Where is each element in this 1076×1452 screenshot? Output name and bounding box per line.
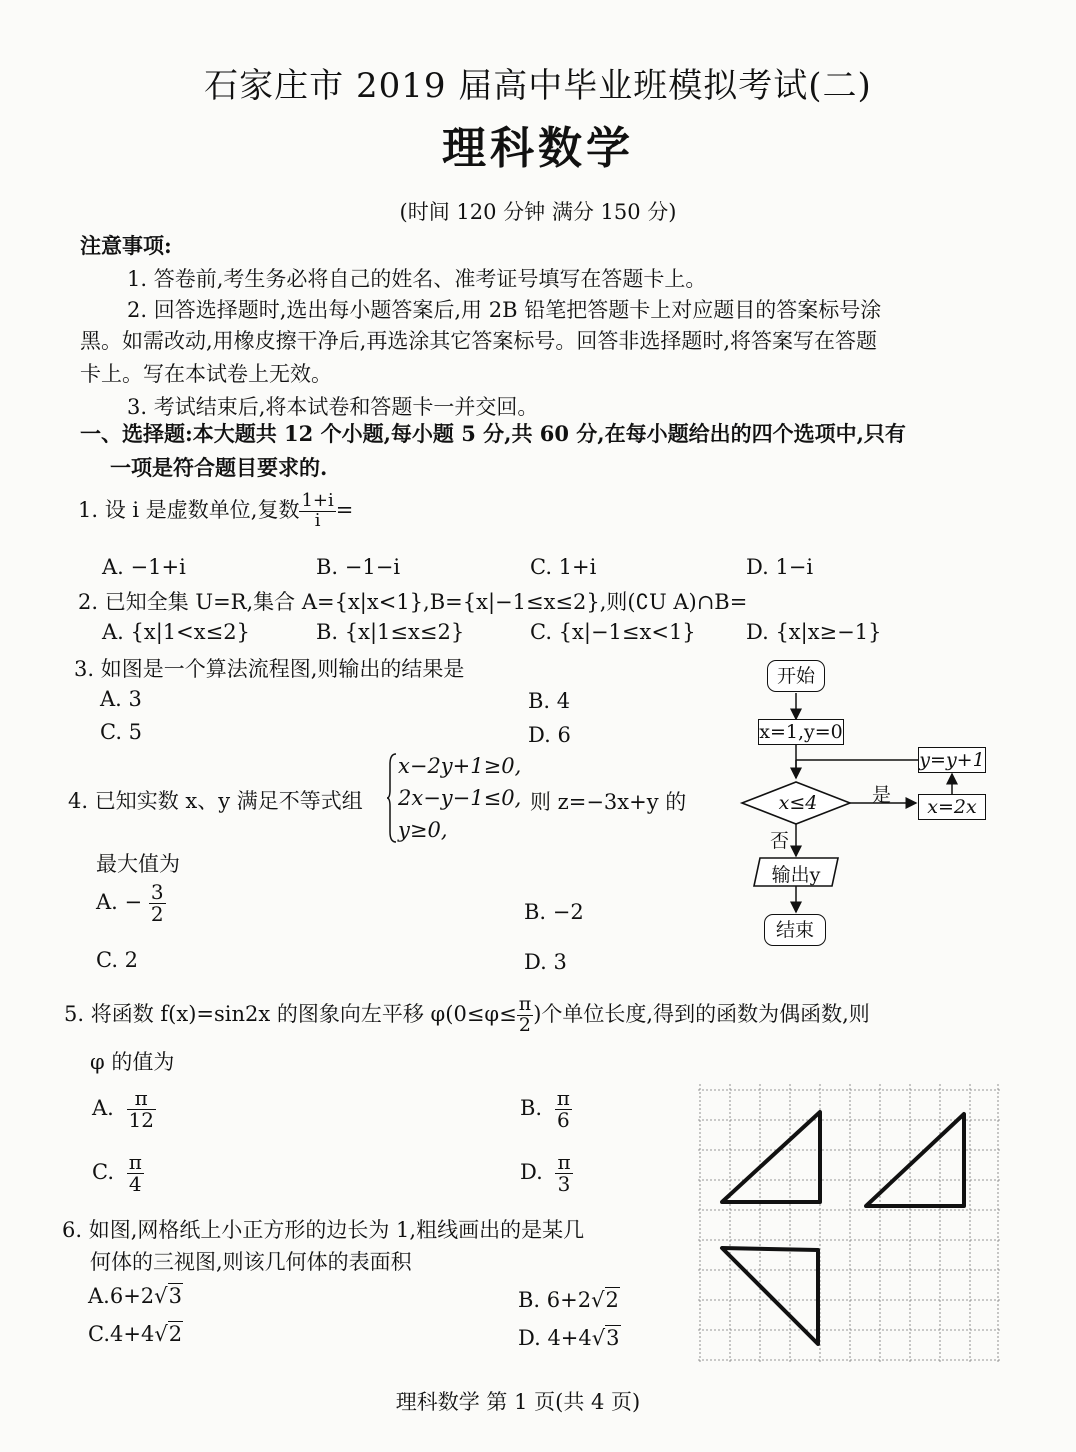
- q2-option-b: B. {x|1≤x≤2}: [316, 620, 465, 644]
- flowchart-no-label: 否: [770, 830, 790, 852]
- q1-equals: =: [335, 497, 354, 522]
- q4-stem-line2: 最大值为: [96, 852, 180, 876]
- q3-option-b: B. 4: [528, 689, 571, 713]
- flowchart-condition: x≤4: [778, 792, 818, 814]
- q3-option-a: A. 3: [100, 687, 142, 711]
- q5-stem: [64, 995, 870, 1036]
- q5-option-d-label: D.: [520, 1160, 543, 1184]
- flowchart-update-x: x=2x: [918, 794, 986, 820]
- q5-a-num: π: [127, 1088, 156, 1110]
- q2-stem: 2. 已知全集 U=R,集合 A={x|x<1},B={x|−1≤x≤2},则(∁U A)∩B=: [78, 590, 748, 614]
- flowchart-update-y: y=y+1: [919, 749, 985, 771]
- q6-d-rad: 3: [606, 1326, 620, 1350]
- q4-brace: [386, 752, 398, 844]
- flowchart-init: x=1,y=0: [759, 721, 843, 743]
- section1-heading-line2: 一项是符合题目要求的.: [110, 455, 328, 480]
- q1-frac-num: 1+i: [301, 490, 334, 511]
- time-info: (时间 120 分钟 满分 150 分): [399, 200, 677, 224]
- section1-heading-line1: 一、选择题:本大题共 12 个小题,每小题 5 分,共 60 分,在每小题给出的四个选项中,只有: [80, 421, 906, 446]
- q5-b-num: π: [556, 1086, 570, 1110]
- q2-option-a: A. {x|1<x≤2}: [102, 620, 250, 644]
- q5-a-den: 12: [128, 1108, 154, 1132]
- q3-option-d: D. 6: [528, 723, 571, 747]
- q5-stem-text: 5. 将函数 f(x)=sin2x 的图象向左平移 φ(0≤φ≤: [64, 1001, 517, 1026]
- q4-stem: 4. 已知实数 x、y 满足不等式组: [68, 789, 363, 813]
- note-item-1: 1. 答卷前,考生务必将自己的姓名、准考证号填写在答题卡上。: [127, 267, 707, 291]
- q4-inequality-3: y≥0,: [398, 818, 448, 842]
- flowchart-start: 开始: [767, 660, 825, 692]
- q6-c-pre: C.4+4: [88, 1322, 155, 1346]
- note-item-2-line1: 2. 回答选择题时,选出每小题答案后,用 2B 铅笔把答题卡上对应题目的答案标号涂: [127, 298, 882, 322]
- q4-objective: 则 z=−3x+y 的: [530, 790, 687, 814]
- q3-option-c: C. 5: [100, 720, 143, 744]
- q2-option-d: D. {x|x≥−1}: [746, 620, 882, 644]
- q5-stem-tail: )个单位长度,得到的函数为偶函数,则: [533, 1001, 870, 1026]
- q5-pi: π: [518, 993, 532, 1015]
- q4-option-c: C. 2: [96, 948, 139, 972]
- notes-heading: 注意事项:: [80, 233, 172, 258]
- q4-a-den: 2: [150, 902, 164, 926]
- note-item-2-line3: 卡上。写在本试卷上无效。: [80, 362, 332, 386]
- q1-stem-text: 1. 设 i 是虚数单位,复数: [78, 497, 300, 522]
- q5-option-a-label: A.: [92, 1096, 114, 1120]
- q6-option-b: B. 6+2√2: [518, 1288, 619, 1312]
- q4-option-d: D. 3: [524, 950, 567, 974]
- q1-option-c: C. 1+i: [530, 555, 597, 579]
- q5-option-c: [92, 1152, 144, 1195]
- q5-b-den: 6: [557, 1108, 570, 1132]
- q6-a-rad: 3: [168, 1284, 182, 1308]
- q4-option-a-label: A. −: [96, 890, 143, 914]
- q5-two: 2: [518, 1013, 532, 1036]
- flowchart-end: 结束: [764, 914, 826, 946]
- three-view-grid: [690, 1082, 1010, 1366]
- q5-option-c-label: C.: [92, 1160, 114, 1184]
- q4-option-b: B. −2: [524, 900, 584, 924]
- q5-option-a: [92, 1088, 156, 1131]
- subject-title: 理科数学: [442, 123, 634, 174]
- q4-inequality-1: x−2y+1≥0,: [398, 754, 522, 778]
- front-view-triangle: [722, 1112, 820, 1202]
- q1-stem: [78, 492, 353, 531]
- q3-stem: 3. 如图是一个算法流程图,则输出的结果是: [74, 657, 465, 681]
- q1-option-b: B. −1−i: [316, 555, 401, 579]
- q2-option-c: C. {x|−1≤x<1}: [530, 620, 696, 644]
- grid-lines: [698, 1084, 1000, 1362]
- q5-d-den: 3: [557, 1172, 571, 1196]
- q4-inequality-2: 2x−y−1≤0,: [398, 786, 522, 810]
- q6-c-rad: 2: [168, 1322, 183, 1346]
- q5-d-num: π: [557, 1150, 571, 1174]
- top-view-triangle: [722, 1248, 818, 1344]
- q4-a-num: 3: [150, 880, 164, 904]
- q6-option-c: C.4+4√2: [88, 1322, 183, 1346]
- exam-title: 石家庄市 2019 届高中毕业班模拟考试(二): [204, 66, 872, 106]
- q5-option-b-label: B.: [520, 1096, 543, 1120]
- q5-c-den: 4: [128, 1172, 142, 1196]
- q6-stem-line2: 何体的三视图,则该几何体的表面积: [90, 1250, 412, 1274]
- q5-option-b: [520, 1088, 572, 1131]
- q1-frac-den: i: [314, 509, 321, 531]
- q6-b-pre: B. 6+2: [518, 1288, 592, 1312]
- q4-option-a: [96, 882, 166, 925]
- q6-a-pre: A.6+2: [88, 1284, 155, 1308]
- side-view-triangle: [866, 1114, 964, 1206]
- q6-option-a: A.6+2√3: [88, 1284, 182, 1308]
- note-item-2-line2: 黑。如需改动,用橡皮擦干净后,再选涂其它答案标号。回答非选择题时,将答案写在答题: [80, 329, 878, 353]
- q6-d-pre: D. 4+4: [518, 1326, 592, 1350]
- q5-option-d: [520, 1152, 573, 1195]
- q1-option-d: D. 1−i: [746, 555, 814, 579]
- flowchart-output: 输出y: [771, 864, 821, 886]
- q5-c-num: π: [128, 1150, 142, 1174]
- note-item-3: 3. 考试结束后,将本试卷和答题卡一并交回。: [127, 395, 539, 419]
- page-footer: 理科数学 第 1 页(共 4 页): [395, 1390, 641, 1414]
- q6-stem-line1: 6. 如图,网格纸上小正方形的边长为 1,粗线画出的是某几: [62, 1218, 585, 1242]
- q6-option-d: D. 4+4√3: [518, 1326, 620, 1350]
- q1-option-a: A. −1+i: [102, 555, 186, 579]
- q6-b-rad: 2: [605, 1288, 619, 1312]
- flowchart-yes-label: 是: [872, 784, 892, 806]
- q5-stem-line2: φ 的值为: [90, 1050, 175, 1074]
